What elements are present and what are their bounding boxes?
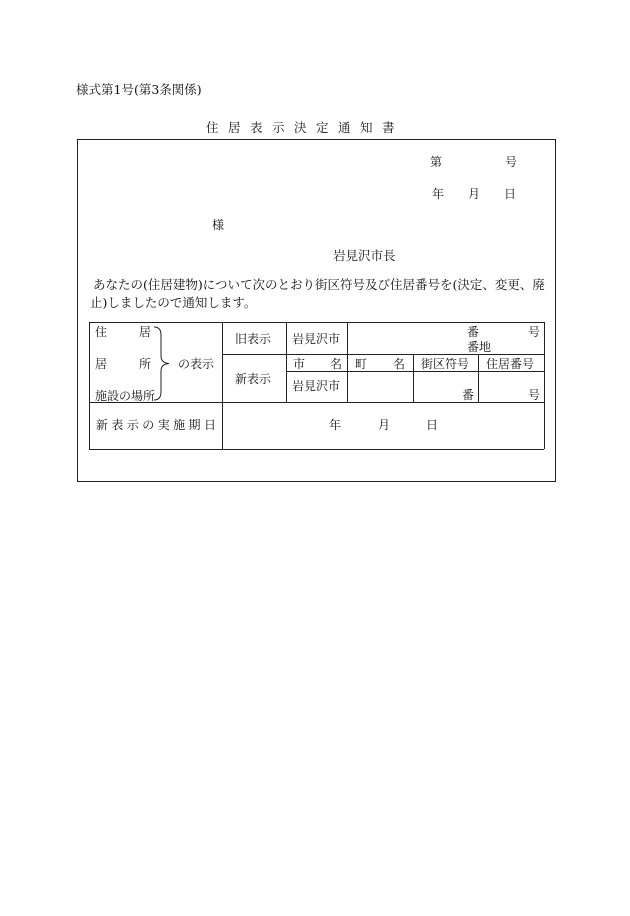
col-header-city: 市 名 <box>293 357 342 371</box>
col-header-town: 町 名 <box>355 357 405 371</box>
new-header-divider <box>286 371 544 372</box>
effective-year-label: 年 <box>329 418 342 432</box>
col-header-house: 住居番号 <box>486 357 535 371</box>
old-new-divider <box>222 354 544 355</box>
new-display-label: 新表示 <box>235 372 272 386</box>
table-right-border <box>544 322 545 449</box>
old-ban-label: 番 <box>467 325 480 339</box>
old-banchi-label: 番地 <box>467 340 492 354</box>
number-prefix: 第 <box>430 155 443 169</box>
effective-day-label: 日 <box>426 418 439 432</box>
col-divider-4 <box>413 354 414 402</box>
table-row-divider <box>89 402 544 403</box>
col-divider-2 <box>286 322 287 402</box>
effective-month-label: 月 <box>378 418 391 432</box>
col-header-block: 街区符号 <box>421 357 470 371</box>
new-ban-label: 番 <box>462 388 475 402</box>
col-divider-1 <box>222 322 223 449</box>
table-top-border <box>89 322 544 323</box>
curly-brace-icon <box>151 325 177 402</box>
display-of-label: の表示 <box>178 357 215 371</box>
effective-date-label: 新表示の実施期日 <box>96 418 216 432</box>
table-bottom-border <box>89 449 544 450</box>
date-day-label: 日 <box>504 187 517 201</box>
new-city-value: 岩見沢市 <box>292 379 341 393</box>
old-city-value: 岩見沢市 <box>292 332 341 346</box>
old-display-label: 旧表示 <box>235 332 272 346</box>
document-title: 住居表示決定通知書 <box>206 120 405 135</box>
issuer-name: 岩見沢市長 <box>333 248 396 263</box>
form-number-label: 様式第1号(第3条関係) <box>76 82 202 97</box>
label-premises: 居 所 <box>95 357 151 371</box>
date-year-label: 年 <box>432 187 445 201</box>
col-divider-3 <box>347 322 348 402</box>
number-suffix: 号 <box>505 155 518 169</box>
old-go-label: 号 <box>528 325 541 339</box>
new-go-label: 号 <box>528 388 541 402</box>
label-residence: 住 居 <box>95 325 151 339</box>
addressee-honorific: 様 <box>212 218 225 232</box>
label-facility: 施設の場所 <box>95 389 156 403</box>
body-text-line-2: 止)しましたので通知します。 <box>90 295 257 310</box>
table-left-border <box>89 322 90 449</box>
body-text-line-1: あなたの(住居建物)について次のとおり街区符号及び住居番号を(決定、変更、廃 <box>93 277 545 292</box>
col-divider-5 <box>478 354 479 402</box>
date-month-label: 月 <box>468 187 481 201</box>
